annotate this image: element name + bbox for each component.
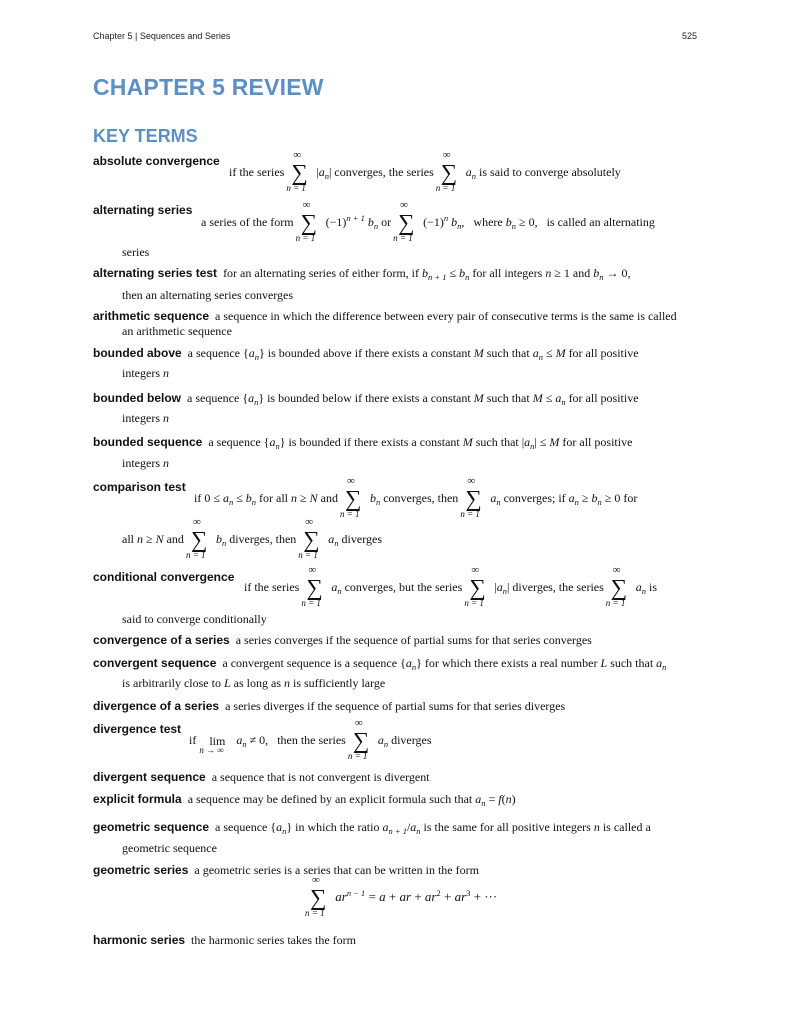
def-bounded-below: bounded below a sequence $\{a_n\}$ is bounded below if there exists a constant M such that $M \le a_n$ for all positive [93,391,639,407]
running-header-chapter: Chapter 5 | Sequences and Series [93,31,231,41]
page-number: 525 [682,31,698,41]
def-geometric-series: geometric series a geometric series is a series that can be written in the form [93,863,479,877]
def-convergence-of-series: convergence of a series a series converges if the sequence of partial sums for that series converges [93,633,592,647]
sum-notation: ∞ ∑ n = 1 [301,564,323,609]
def-convergent-sequence-cont: is arbitrarily close to L as long as n is sufficiently large [122,676,386,690]
section-title-key-terms: KEY TERMS [93,126,198,146]
term-alternating-series: alternating series [93,203,193,217]
def-alternating-series: a series of the form ∞ ∑ n = 1 $(-1)^{n + 1}$ $b_n$ or ∞ ∑ n = 1 $(-1)^n$ $b_n$, where $b_n \ge 0$, is called an alternating [201,199,655,244]
term-divergence-test: divergence test [93,722,182,736]
def-divergent-sequence: divergent sequence a sequence that is not convergent is divergent [93,770,430,784]
sum-notation: ∞ ∑ n = 1 [460,475,482,520]
def-conditional-convergence: if the series ∞ ∑ n = 1 $a_n$ converges, but the series ∞ ∑ n = 1 $|a_n|$ diverges, the series ∞ ∑ n = 1 $a_n$ is [244,564,658,609]
def-explicit-formula: explicit formula a sequence may be defined by an explicit formula such that $a_n = f(n)$ [93,792,516,808]
def-conditional-convergence-cont: said to converge conditionally [122,612,267,626]
def-convergent-sequence: convergent sequence a convergent sequence is a sequence $\{a_n\}$ for which there exists a real number L such that $a_n$ [93,656,667,672]
def-alternating-series-test-cont: then an alternating series converges [122,288,294,302]
def-divergence-test: if lim n → ∞ $a_n \ne 0$, then the series ∞ ∑ n = 1 $a_n$ diverges [189,717,432,762]
sum-notation: ∞ ∑ n = 1 [339,475,362,520]
def-bounded-sequence: bounded sequence a sequence $\{a_n\}$ is bounded if there exists a constant M such that $|a_n| \le M$ for all positive [93,435,633,451]
chapter-title: CHAPTER 5 REVIEW [93,74,324,100]
def-geometric-sequence: geometric sequence a sequence $\{a_n\}$ in which the ratio $a_{n + 1}/a_n$ is the same for all positive integers n is called a [93,820,651,836]
def-arithmetic-sequence: arithmetic sequence a sequence in which the difference between every pair of consecutive terms is the same is called [93,309,677,323]
sum-notation: ∞ ∑ n = 1 [286,149,308,194]
def-bounded-below-cont: integers n [122,411,169,425]
geometric-series-formula: ∞ ∑ n = 1 $ar_{n - 1} = a$ + ar + $ar^2 + ar^3$ + ··· [305,874,498,919]
sum-notation: ∞ ∑ n = 1 [393,199,415,244]
limit-notation: lim n → ∞ [199,734,226,756]
term-conditional-convergence: conditional convergence [93,570,235,584]
def-arithmetic-sequence-cont: an arithmetic sequence [122,324,232,338]
def-bounded-above-cont: integers n [122,366,169,380]
term-comparison-test: comparison test [93,480,186,494]
term-absolute-convergence: absolute convergence [93,154,220,168]
def-bounded-sequence-cont: integers n [122,456,169,470]
def-geometric-sequence-cont: geometric sequence [122,841,217,855]
sum-notation: ∞ ∑ n = 1 [435,149,458,194]
def-comparison-test: if $0 \le a_n \le b_n$ for all n ≥ N and ∞ ∑ n = 1 $b_n$ converges, then ∞ ∑ n = 1 $a_n$ converges; if $a_n \ge b_n \ge 0$ for [194,475,638,520]
sum-notation: ∞ ∑ n = 1 [605,564,628,609]
def-harmonic-series: harmonic series the harmonic series takes the form [93,933,356,947]
sum-notation: ∞ ∑ n = 1 [298,516,320,561]
def-comparison-test-cont: all n ≥ N and ∞ ∑ n = 1 $b_n$ diverges, then ∞ ∑ n = 1 $a_n$ diverges [122,516,382,561]
sum-notation: ∞ ∑ n = 1 [464,564,486,609]
def-alternating-series-test: alternating series test for an alternating series of either form, if $b_{n + 1} \le b_n$ for all integers n ≥ 1 and $b_n \to 0$, [93,266,631,282]
def-absolute-convergence: if the series ∞ ∑ n = 1 $|a_n|$ converges, the series ∞ ∑ n = 1 $a_n$ is said to converge absolutely [229,149,621,194]
sum-notation: ∞ ∑ n = 1 [305,874,327,919]
def-divergence-of-series: divergence of a series a series diverges if the sequence of partial sums for that series diverges [93,699,566,713]
def-bounded-above: bounded above a sequence $\{a_n\}$ is bounded above if there exists a constant M such that $a_n \le M$ for all positive [93,346,639,362]
sum-notation: ∞ ∑ n = 1 [295,199,318,244]
sum-notation: ∞ ∑ n = 1 [185,516,208,561]
def-alternating-series-cont: series [122,245,150,259]
sum-notation: ∞ ∑ n = 1 [347,717,370,762]
